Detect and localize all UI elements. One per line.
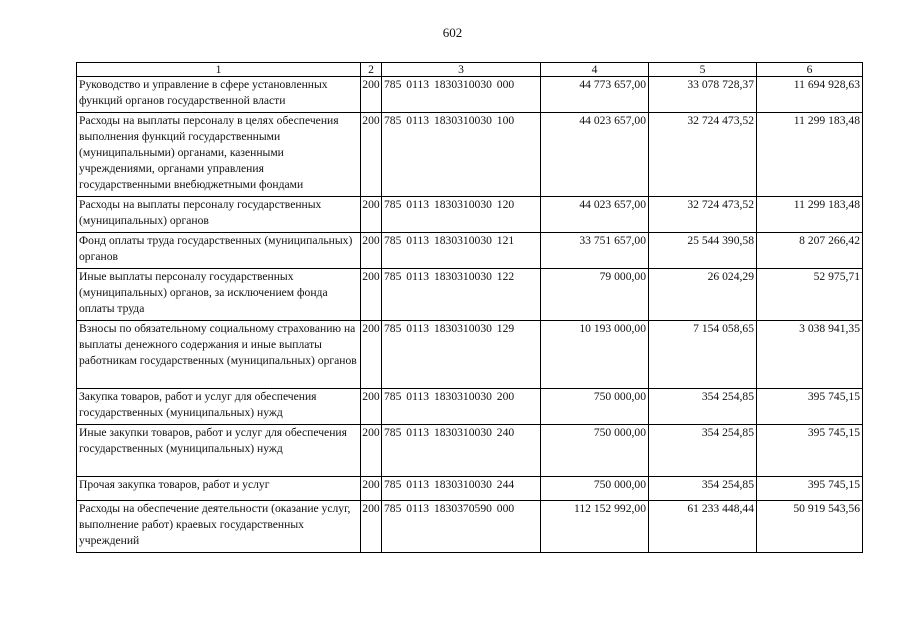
row-approved-amount: 79 000,00 [541,269,649,321]
row-approved-amount: 44 023 657,00 [541,197,649,233]
row-remaining-amount: 3 038 941,35 [757,321,863,389]
row-col2-code: 200 [361,425,382,477]
row-approved-amount: 750 000,00 [541,477,649,501]
row-classification-code: 785 0113 1830370590 000 [382,501,541,553]
header-cell-5: 5 [649,63,757,77]
table-row [77,425,863,477]
row-classification-code: 785 0113 1830310030 240 [382,425,541,477]
row-approved-amount: 10 193 000,00 [541,321,649,389]
row-remaining-amount: 50 919 543,56 [757,501,863,553]
header-cell-2: 2 [361,63,382,77]
row-classification-code: 785 0113 1830310030 121 [382,233,541,269]
row-classification-code: 785 0113 1830310030 120 [382,197,541,233]
row-col2-code: 200 [361,321,382,389]
row-executed-amount: 32 724 473,52 [649,113,757,197]
header-cell-1: 1 [77,63,361,77]
row-description: Прочая закупка товаров, работ и услуг [77,477,361,501]
row-col2-code: 200 [361,477,382,501]
row-approved-amount: 112 152 992,00 [541,501,649,553]
row-executed-amount: 354 254,85 [649,389,757,425]
row-executed-amount: 26 024,29 [649,269,757,321]
row-description: Иные закупки товаров, работ и услуг для обеспечения государственных (муниципальных) нужд [77,425,361,477]
row-col2-code: 200 [361,113,382,197]
row-col2-code: 200 [361,233,382,269]
row-approved-amount: 750 000,00 [541,389,649,425]
table-header-row [77,63,863,77]
row-classification-code: 785 0113 1830310030 200 [382,389,541,425]
row-classification-code: 785 0113 1830310030 000 [382,77,541,113]
row-classification-code: 785 0113 1830310030 100 [382,113,541,197]
row-description: Закупка товаров, работ и услуг для обеспечения государственных (муниципальных) нужд [77,389,361,425]
row-description: Расходы на обеспечение деятельности (оказание услуг, выполнение работ) краевых государственных учреждений [77,501,361,553]
row-classification-code: 785 0113 1830310030 244 [382,477,541,501]
row-executed-amount: 25 544 390,58 [649,233,757,269]
table-row [77,389,863,425]
header-cell-3: 3 [382,63,541,77]
row-remaining-amount: 11 694 928,63 [757,77,863,113]
table-row [77,501,863,553]
budget-table-body [77,63,863,553]
row-executed-amount: 61 233 448,44 [649,501,757,553]
table-row [77,113,863,197]
row-col2-code: 200 [361,197,382,233]
row-description: Иные выплаты персоналу государственных (муниципальных) органов, за исключением фонда оплаты труда [77,269,361,321]
row-remaining-amount: 395 745,15 [757,389,863,425]
row-executed-amount: 33 078 728,37 [649,77,757,113]
row-description: Расходы на выплаты персоналу в целях обеспечения выполнения функций государственными (муниципальными) органами, казенными учреждениями, органами управления государственными внебюджетными фондами [77,113,361,197]
row-approved-amount: 44 023 657,00 [541,113,649,197]
table-row [77,77,863,113]
table-row [77,477,863,501]
table-row [77,321,863,389]
row-executed-amount: 32 724 473,52 [649,197,757,233]
row-description: Расходы на выплаты персоналу государственных (муниципальных) органов [77,197,361,233]
budget-table [76,62,863,553]
row-approved-amount: 44 773 657,00 [541,77,649,113]
row-remaining-amount: 52 975,71 [757,269,863,321]
page-number: 602 [442,25,463,40]
row-description: Руководство и управление в сфере установленных функций органов государственной власти [77,77,361,113]
row-classification-code: 785 0113 1830310030 122 [382,269,541,321]
row-remaining-amount: 11 299 183,48 [757,197,863,233]
table-row [77,233,863,269]
row-classification-code: 785 0113 1830310030 129 [382,321,541,389]
row-approved-amount: 33 751 657,00 [541,233,649,269]
row-remaining-amount: 11 299 183,48 [757,113,863,197]
table-row [77,197,863,233]
header-cell-4: 4 [541,63,649,77]
row-description: Взносы по обязательному социальному страхованию на выплаты денежного содержания и иные выплаты работникам государственных (муниципальных) органов [77,321,361,389]
row-executed-amount: 354 254,85 [649,477,757,501]
row-col2-code: 200 [361,269,382,321]
row-executed-amount: 7 154 058,65 [649,321,757,389]
row-col2-code: 200 [361,77,382,113]
row-remaining-amount: 395 745,15 [757,477,863,501]
row-remaining-amount: 8 207 266,42 [757,233,863,269]
row-approved-amount: 750 000,00 [541,425,649,477]
header-cell-6: 6 [757,63,863,77]
row-executed-amount: 354 254,85 [649,425,757,477]
row-col2-code: 200 [361,389,382,425]
row-remaining-amount: 395 745,15 [757,425,863,477]
table-row [77,269,863,321]
row-description: Фонд оплаты труда государственных (муниципальных) органов [77,233,361,269]
row-col2-code: 200 [361,501,382,553]
